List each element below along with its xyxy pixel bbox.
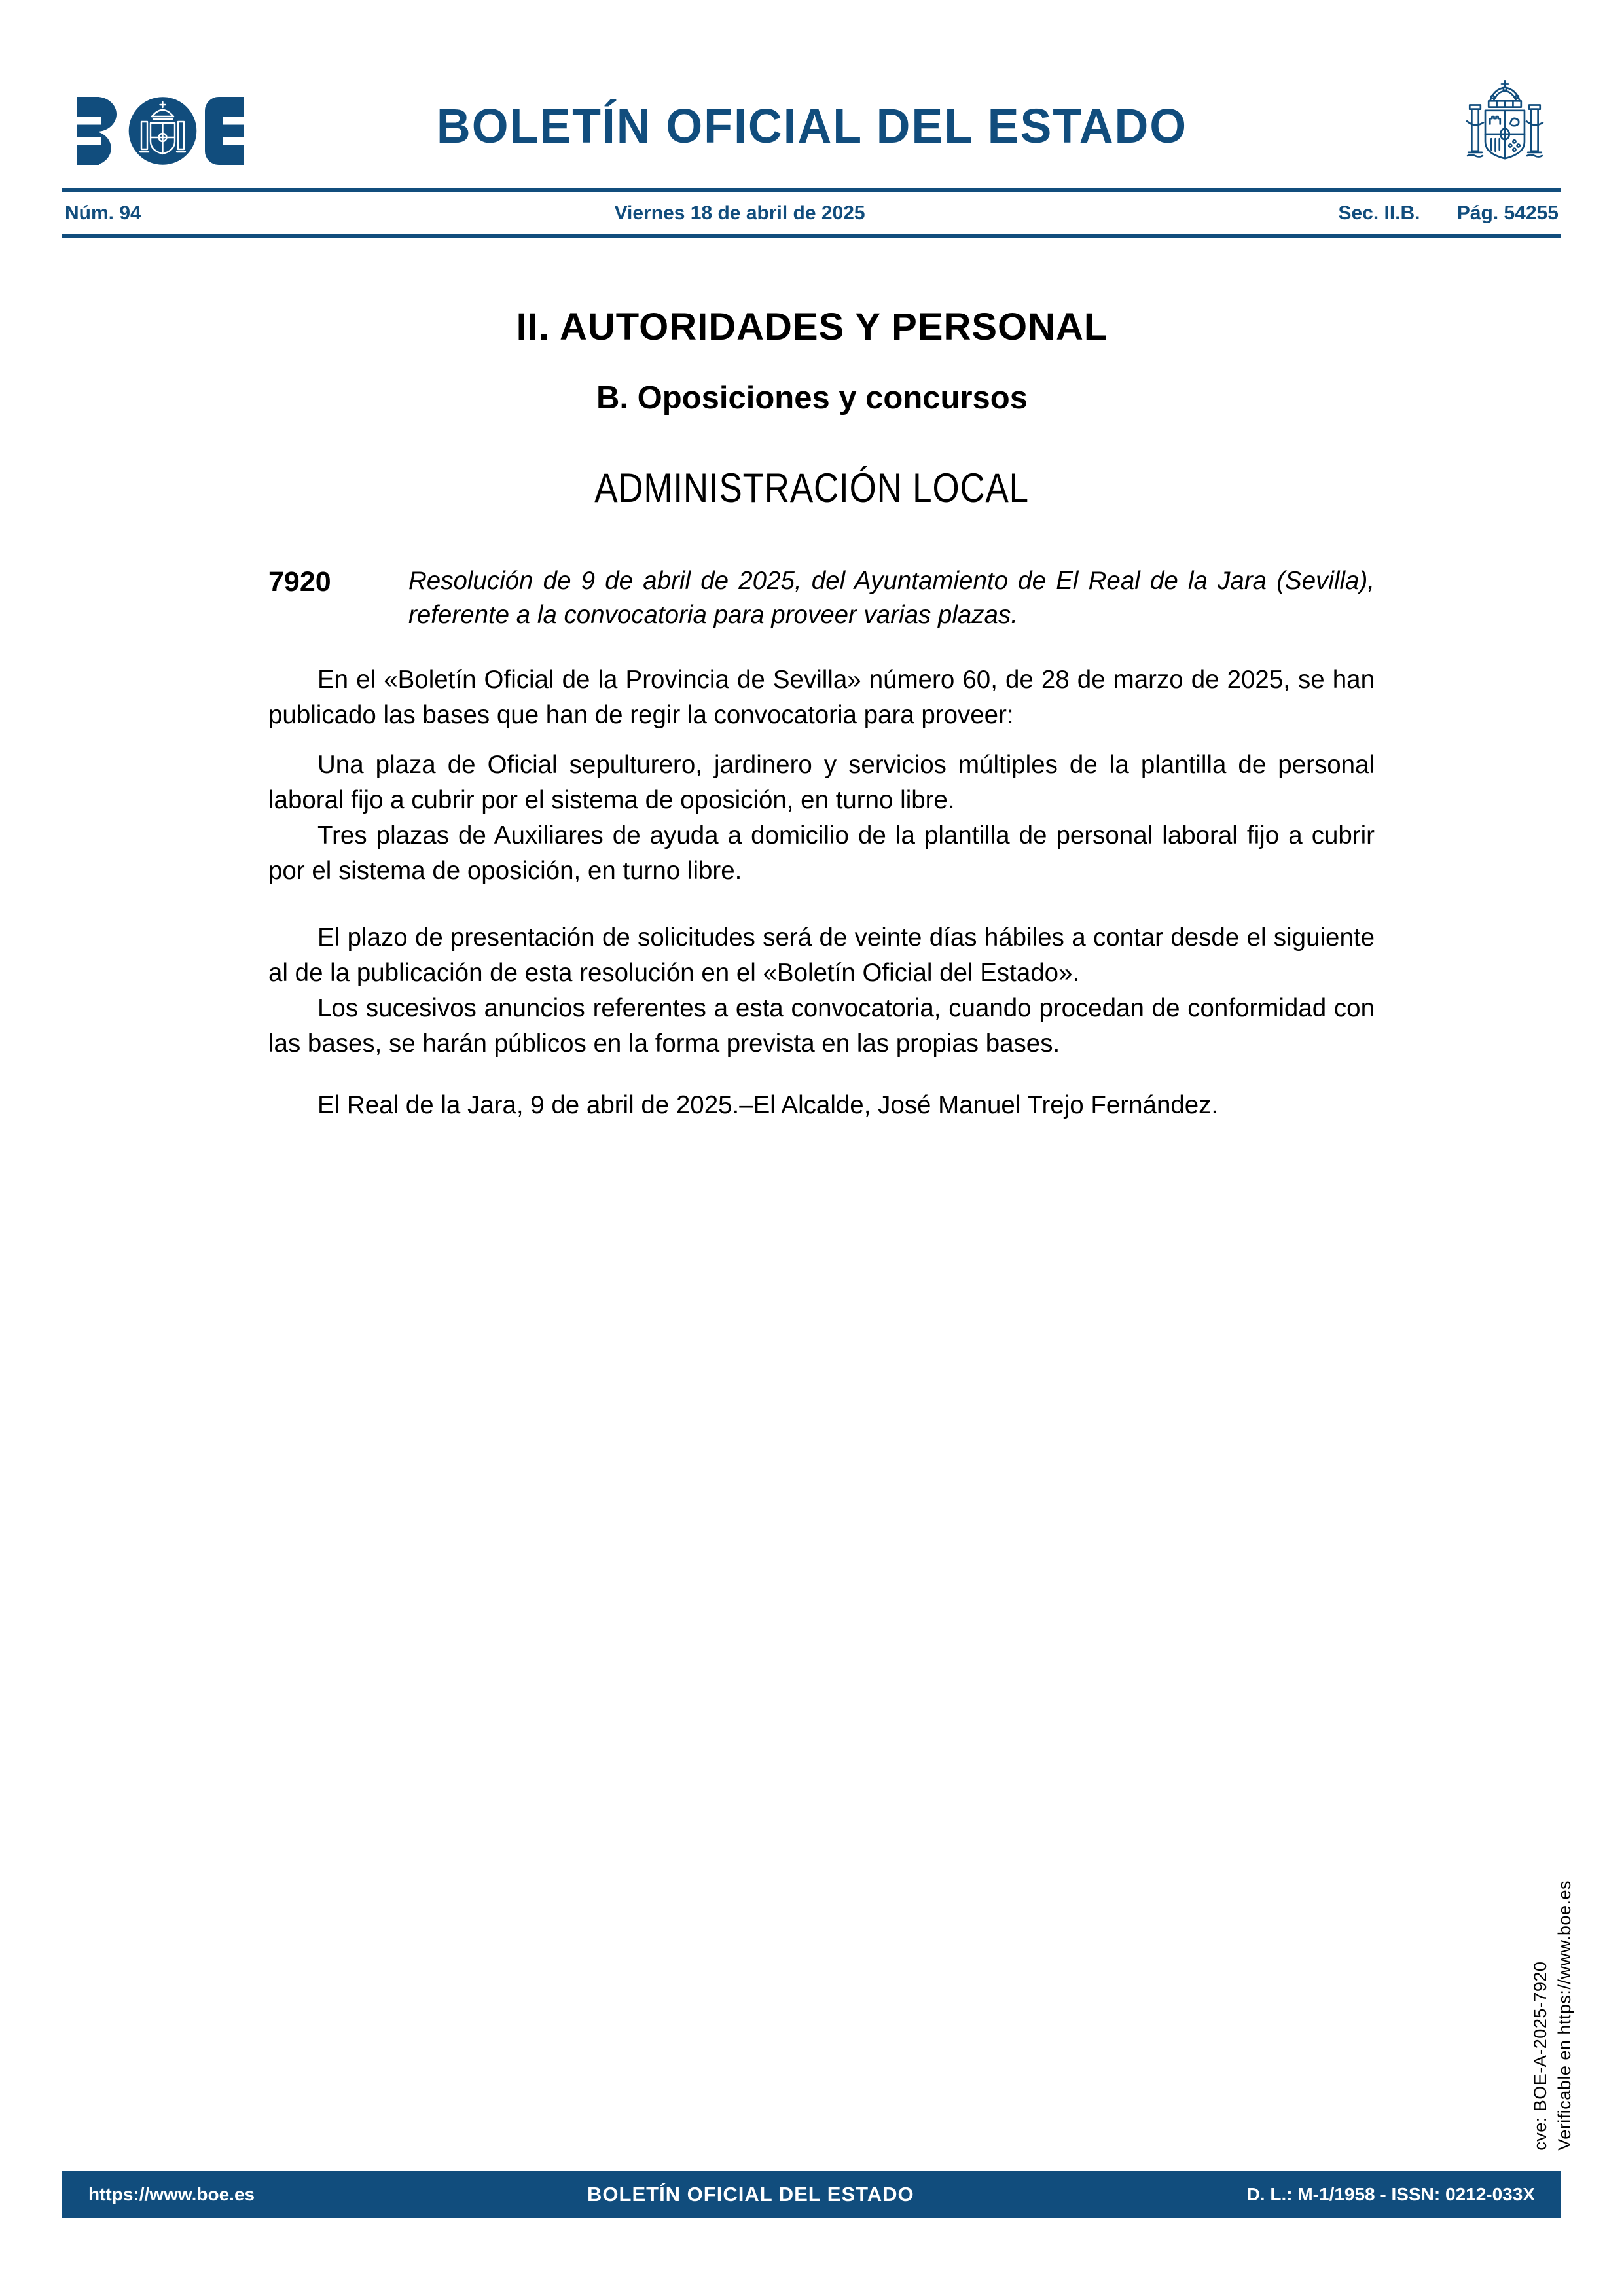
section-heading: II. AUTORIDADES Y PERSONAL	[516, 306, 1108, 348]
announcement-number: 7920	[268, 566, 331, 598]
issue-number: Núm. 94	[65, 202, 141, 224]
announcement-header	[268, 564, 1375, 632]
paragraph: Tres plazas de Auxiliares de ayuda a domicilio de la plantilla de personal laboral fijo a cubrir por el sistema de oposición, en turno libre.	[268, 821, 1375, 885]
subsection-heading: B. Oposiciones y concursos	[596, 380, 1028, 416]
verify-url: Verificable en https://www.boe.es	[1555, 1880, 1574, 2151]
footer-title: BOLETÍN OFICIAL DEL ESTADO	[587, 2183, 914, 2206]
section-ref: Sec. II.B.	[1338, 202, 1420, 224]
cve-code: cve: BOE-A-2025-7920	[1530, 1961, 1550, 2151]
section-page-ref	[1338, 202, 1559, 224]
header-band	[62, 188, 1561, 238]
paragraph: En el «Boletín Oficial de la Provincia de Sevilla» número 60, de 28 de marzo de 2025, se han publicado las bases que han de regir la convocatoria para proveer:	[268, 666, 1375, 729]
signature-line: El Real de la Jara, 9 de abril de 2025.–El Alcalde, José Manuel Trejo Fernández.	[317, 1091, 1219, 1119]
spain-coat-of-arms-icon	[1464, 79, 1545, 171]
paragraph: Los sucesivos anuncios referentes a esta convocatoria, cuando procedan de conformidad con las bases, se harán públicos en la forma prevista en las propias bases.	[268, 994, 1375, 1058]
footer-bar	[62, 2171, 1561, 2218]
cve-verification-block	[1528, 1880, 1577, 2151]
masthead-title: BOLETÍN OFICIAL DEL ESTADO	[436, 99, 1188, 153]
footer-url[interactable]: https://www.boe.es	[88, 2184, 255, 2204]
announcement	[268, 564, 1375, 1123]
issue-date: Viernes 18 de abril de 2025	[614, 202, 865, 224]
page-ref: Pág. 54255	[1456, 202, 1559, 224]
paragraph: Una plaza de Oficial sepulturero, jardinero y servicios múltiples de la plantilla de personal laboral fijo a cubrir por el sistema de oposición, en turno libre.	[268, 751, 1375, 814]
administration-heading: ADMINISTRACIÓN LOCAL	[594, 465, 1030, 511]
footer-legal: D. L.: M-1/1958 - ISSN: 0212-033X	[1246, 2184, 1535, 2204]
announcement-summary: Resolución de 9 de abril de 2025, del Ayuntamiento de El Real de la Jara (Sevilla), referente a la convocatoria para proveer varias plazas.	[408, 567, 1375, 629]
paragraph: El plazo de presentación de solicitudes será de veinte días hábiles a contar desde el siguiente al de la publicación de esta resolución en el «Boletín Oficial del Estado».	[268, 924, 1375, 987]
